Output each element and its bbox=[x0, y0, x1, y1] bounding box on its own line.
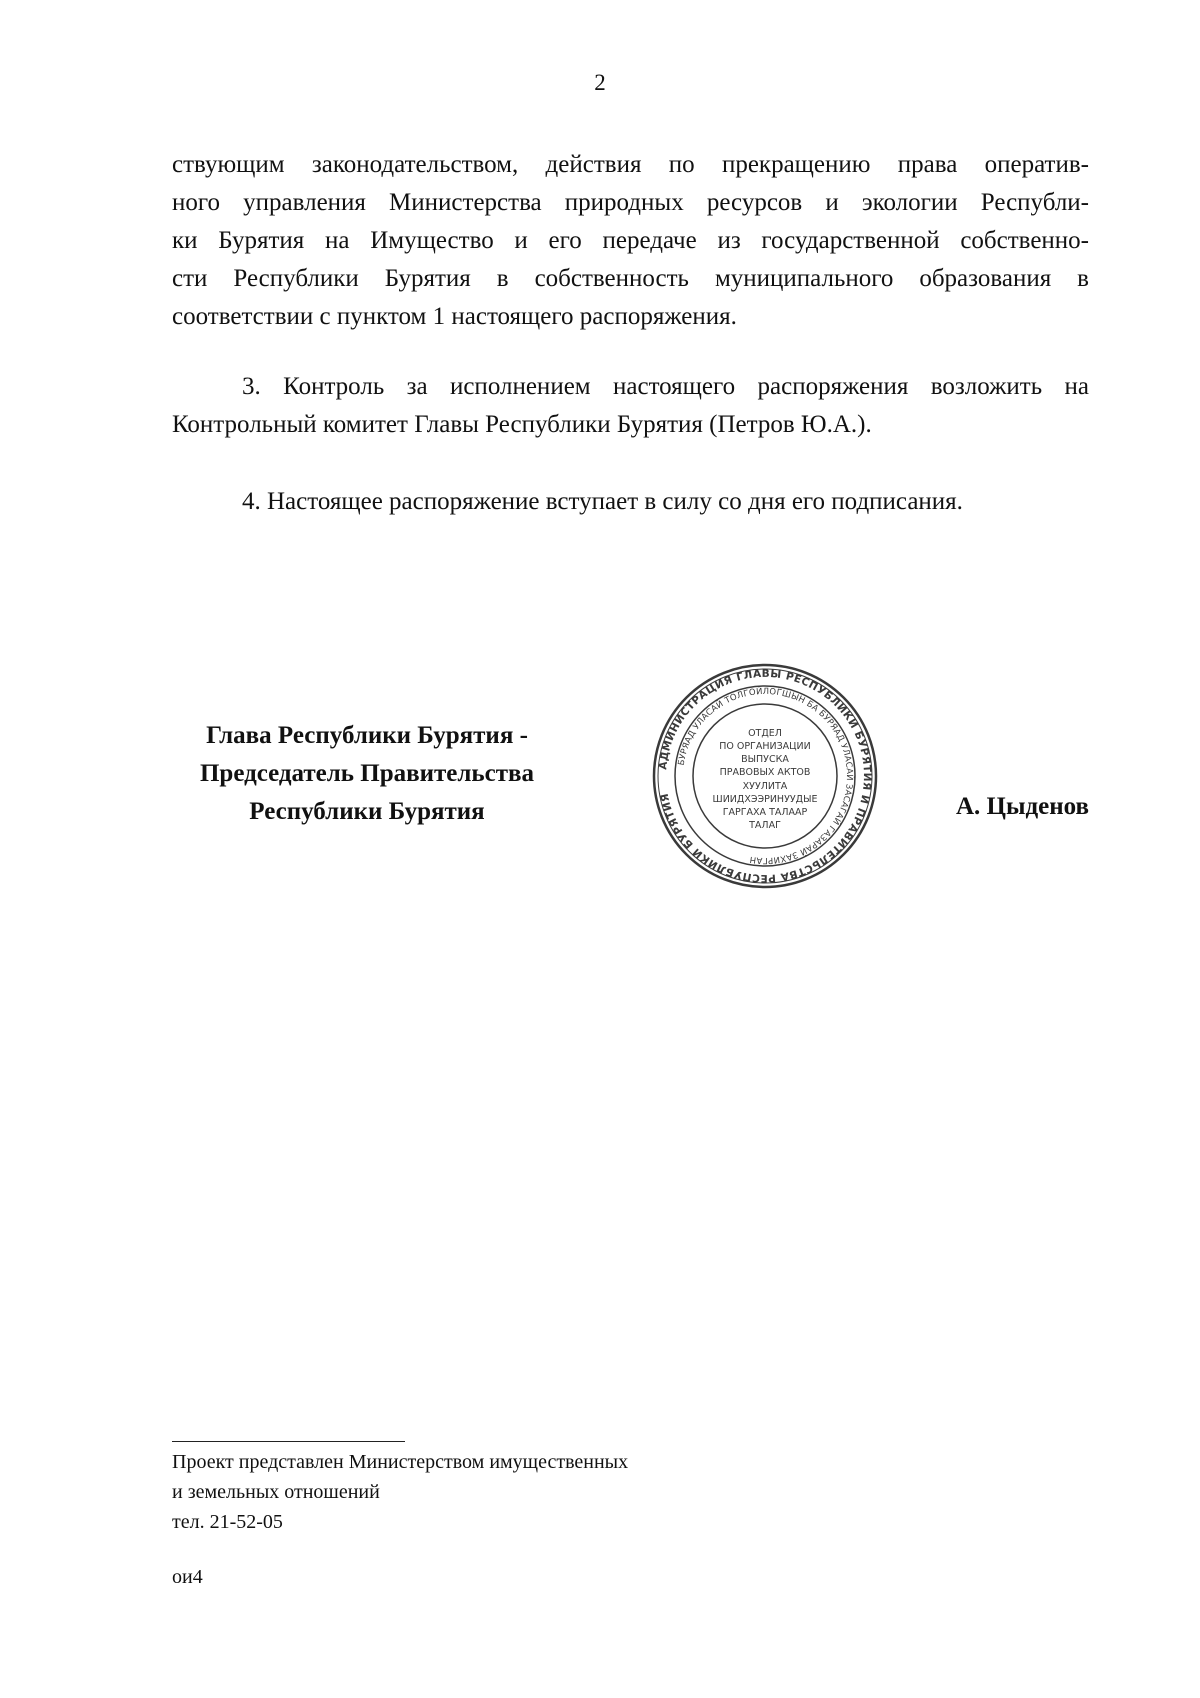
document-code: ои4 bbox=[172, 1566, 203, 1588]
footnote-line: и земельных отношений bbox=[172, 1481, 380, 1503]
paragraph-continuation bbox=[172, 146, 1089, 336]
signatory-name: А. Цыденов bbox=[955, 793, 1089, 820]
seal-center-line: ХУУЛИТА bbox=[742, 781, 788, 792]
text-line: соответствии с пунктом 1 настоящего распоряжения. bbox=[172, 303, 737, 330]
seal-center-line: ПО ОРГАНИЗАЦИИ bbox=[719, 741, 811, 752]
seal-center-line: ВЫПУСКА bbox=[741, 754, 789, 765]
seal-center-line: ПРАВОВЫХ АКТОВ bbox=[719, 767, 811, 778]
footnote-phone: тел. 21-52-05 bbox=[172, 1511, 283, 1533]
seal-outer-text: АДМИНИСТРАЦИЯ ГЛАВЫ РЕСПУБЛИКИ БУРЯТИЯ И ПРАВИТЕЛЬСТВА РЕСПУБЛИКИ БУРЯТИЯ bbox=[657, 667, 874, 885]
signatory-title-line: Республики Бурятия bbox=[249, 798, 485, 825]
footnote-line: Проект представлен Министерством имущественных bbox=[172, 1451, 629, 1473]
text-line: ки Бурятия на Имущество и его передаче из государственной собственно- bbox=[172, 227, 1089, 254]
paragraph-item-4 bbox=[172, 483, 1089, 521]
text-line: ствующим законодательством, действия по прекращению права оператив- bbox=[172, 151, 1089, 178]
signatory-title bbox=[172, 717, 562, 831]
text-line: сти Республики Бурятия в собственность муниципального образования в bbox=[172, 265, 1089, 292]
text-line: 3. Контроль за исполнением настоящего распоряжения возложить на bbox=[242, 373, 1089, 400]
footnote bbox=[172, 1447, 628, 1537]
footnote-divider bbox=[172, 1441, 405, 1442]
signatory-title-line: Глава Республики Бурятия - bbox=[206, 722, 528, 749]
official-seal bbox=[650, 661, 880, 891]
seal-center-line: ГАРГАХА ТАЛААР bbox=[722, 807, 808, 818]
seal-center-line: ТАЛАГ bbox=[749, 820, 781, 831]
paragraph-item-3 bbox=[172, 368, 1089, 444]
page-number: 2 bbox=[594, 70, 606, 95]
text-line: ного управления Министерства природных ресурсов и экологии Республи- bbox=[172, 189, 1089, 216]
seal-center-line: ШИИДХЭЭРИНУУДЫЕ bbox=[712, 794, 818, 805]
seal-center-line: ОТДЕЛ bbox=[748, 728, 782, 739]
text-line: 4. Настоящее распоряжение вступает в силу со дня его подписания. bbox=[242, 488, 963, 515]
seal-inner-ring-text: БУРЯАД УЛАСАЙ ТОЛГОЙЛОГШЫН БА БУРЯАД УЛАСАЙ ЗАСАГАЙ ГАЗАРАЙ ЗАХИРГАН bbox=[676, 686, 855, 866]
signatory-title-line: Председатель Правительства bbox=[199, 760, 535, 787]
text-line: Контрольный комитет Главы Республики Бурятия (Петров Ю.А.). bbox=[172, 411, 872, 438]
